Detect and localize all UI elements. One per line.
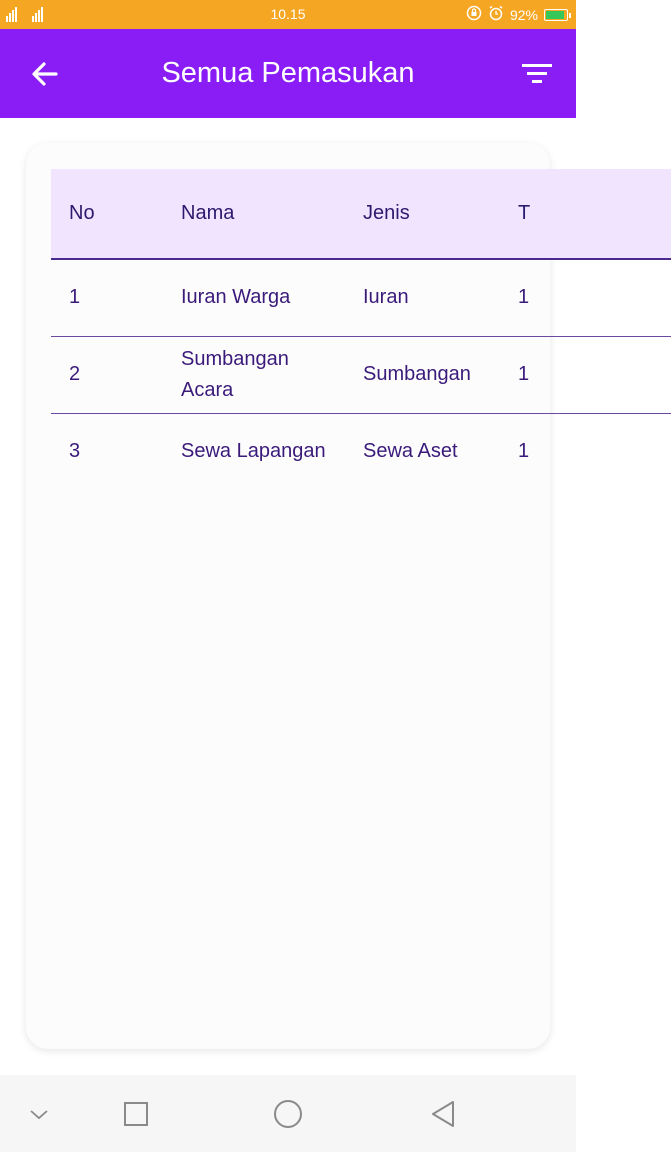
back-triangle-icon[interactable] bbox=[428, 1099, 458, 1129]
recents-square-icon[interactable] bbox=[121, 1099, 151, 1129]
cell-jenis: Sumbangan bbox=[345, 336, 500, 413]
cell-jenis: Iuran bbox=[345, 259, 500, 336]
cell-t: 1 bbox=[500, 259, 671, 336]
status-bar bbox=[0, 0, 576, 29]
page-title: Semua Pemasukan bbox=[161, 57, 415, 89]
header-jenis: Jenis bbox=[345, 169, 500, 259]
cell-nama: Sumbangan Acara bbox=[163, 336, 345, 413]
table-row[interactable] bbox=[51, 413, 671, 490]
header-t: T bbox=[500, 169, 671, 259]
cell-t: 1 bbox=[518, 440, 530, 463]
cell-nama: Iuran Warga bbox=[163, 259, 345, 336]
home-circle-icon[interactable] bbox=[273, 1099, 303, 1129]
cell-nama: Sewa Lapangan bbox=[181, 440, 326, 463]
cell-no: 3 bbox=[69, 440, 81, 463]
app-bar bbox=[0, 29, 576, 118]
chevron-down-icon[interactable] bbox=[24, 1099, 54, 1129]
cell-no: 1 bbox=[51, 259, 163, 336]
alarm-icon bbox=[488, 5, 504, 24]
table-row[interactable] bbox=[51, 259, 671, 336]
cell-jenis: Sewa Aset bbox=[363, 440, 458, 463]
cell-no: 2 bbox=[51, 336, 163, 413]
header-nama: Nama bbox=[163, 169, 345, 259]
system-nav-bar bbox=[0, 1075, 576, 1152]
income-table-scroll[interactable] bbox=[51, 169, 531, 469]
table-header-row bbox=[51, 169, 671, 259]
lock-rotation-icon bbox=[466, 5, 482, 24]
status-time: 10.15 bbox=[270, 6, 306, 22]
battery-charging-icon bbox=[544, 9, 568, 21]
income-table bbox=[51, 169, 671, 490]
battery-level bbox=[546, 11, 564, 19]
cell-t: 1 bbox=[500, 336, 671, 413]
income-card bbox=[26, 143, 550, 1049]
battery-percent: 92% bbox=[509, 6, 538, 23]
table-row[interactable] bbox=[51, 336, 671, 413]
filter-icon[interactable] bbox=[522, 61, 552, 87]
header-no: No bbox=[51, 169, 163, 259]
